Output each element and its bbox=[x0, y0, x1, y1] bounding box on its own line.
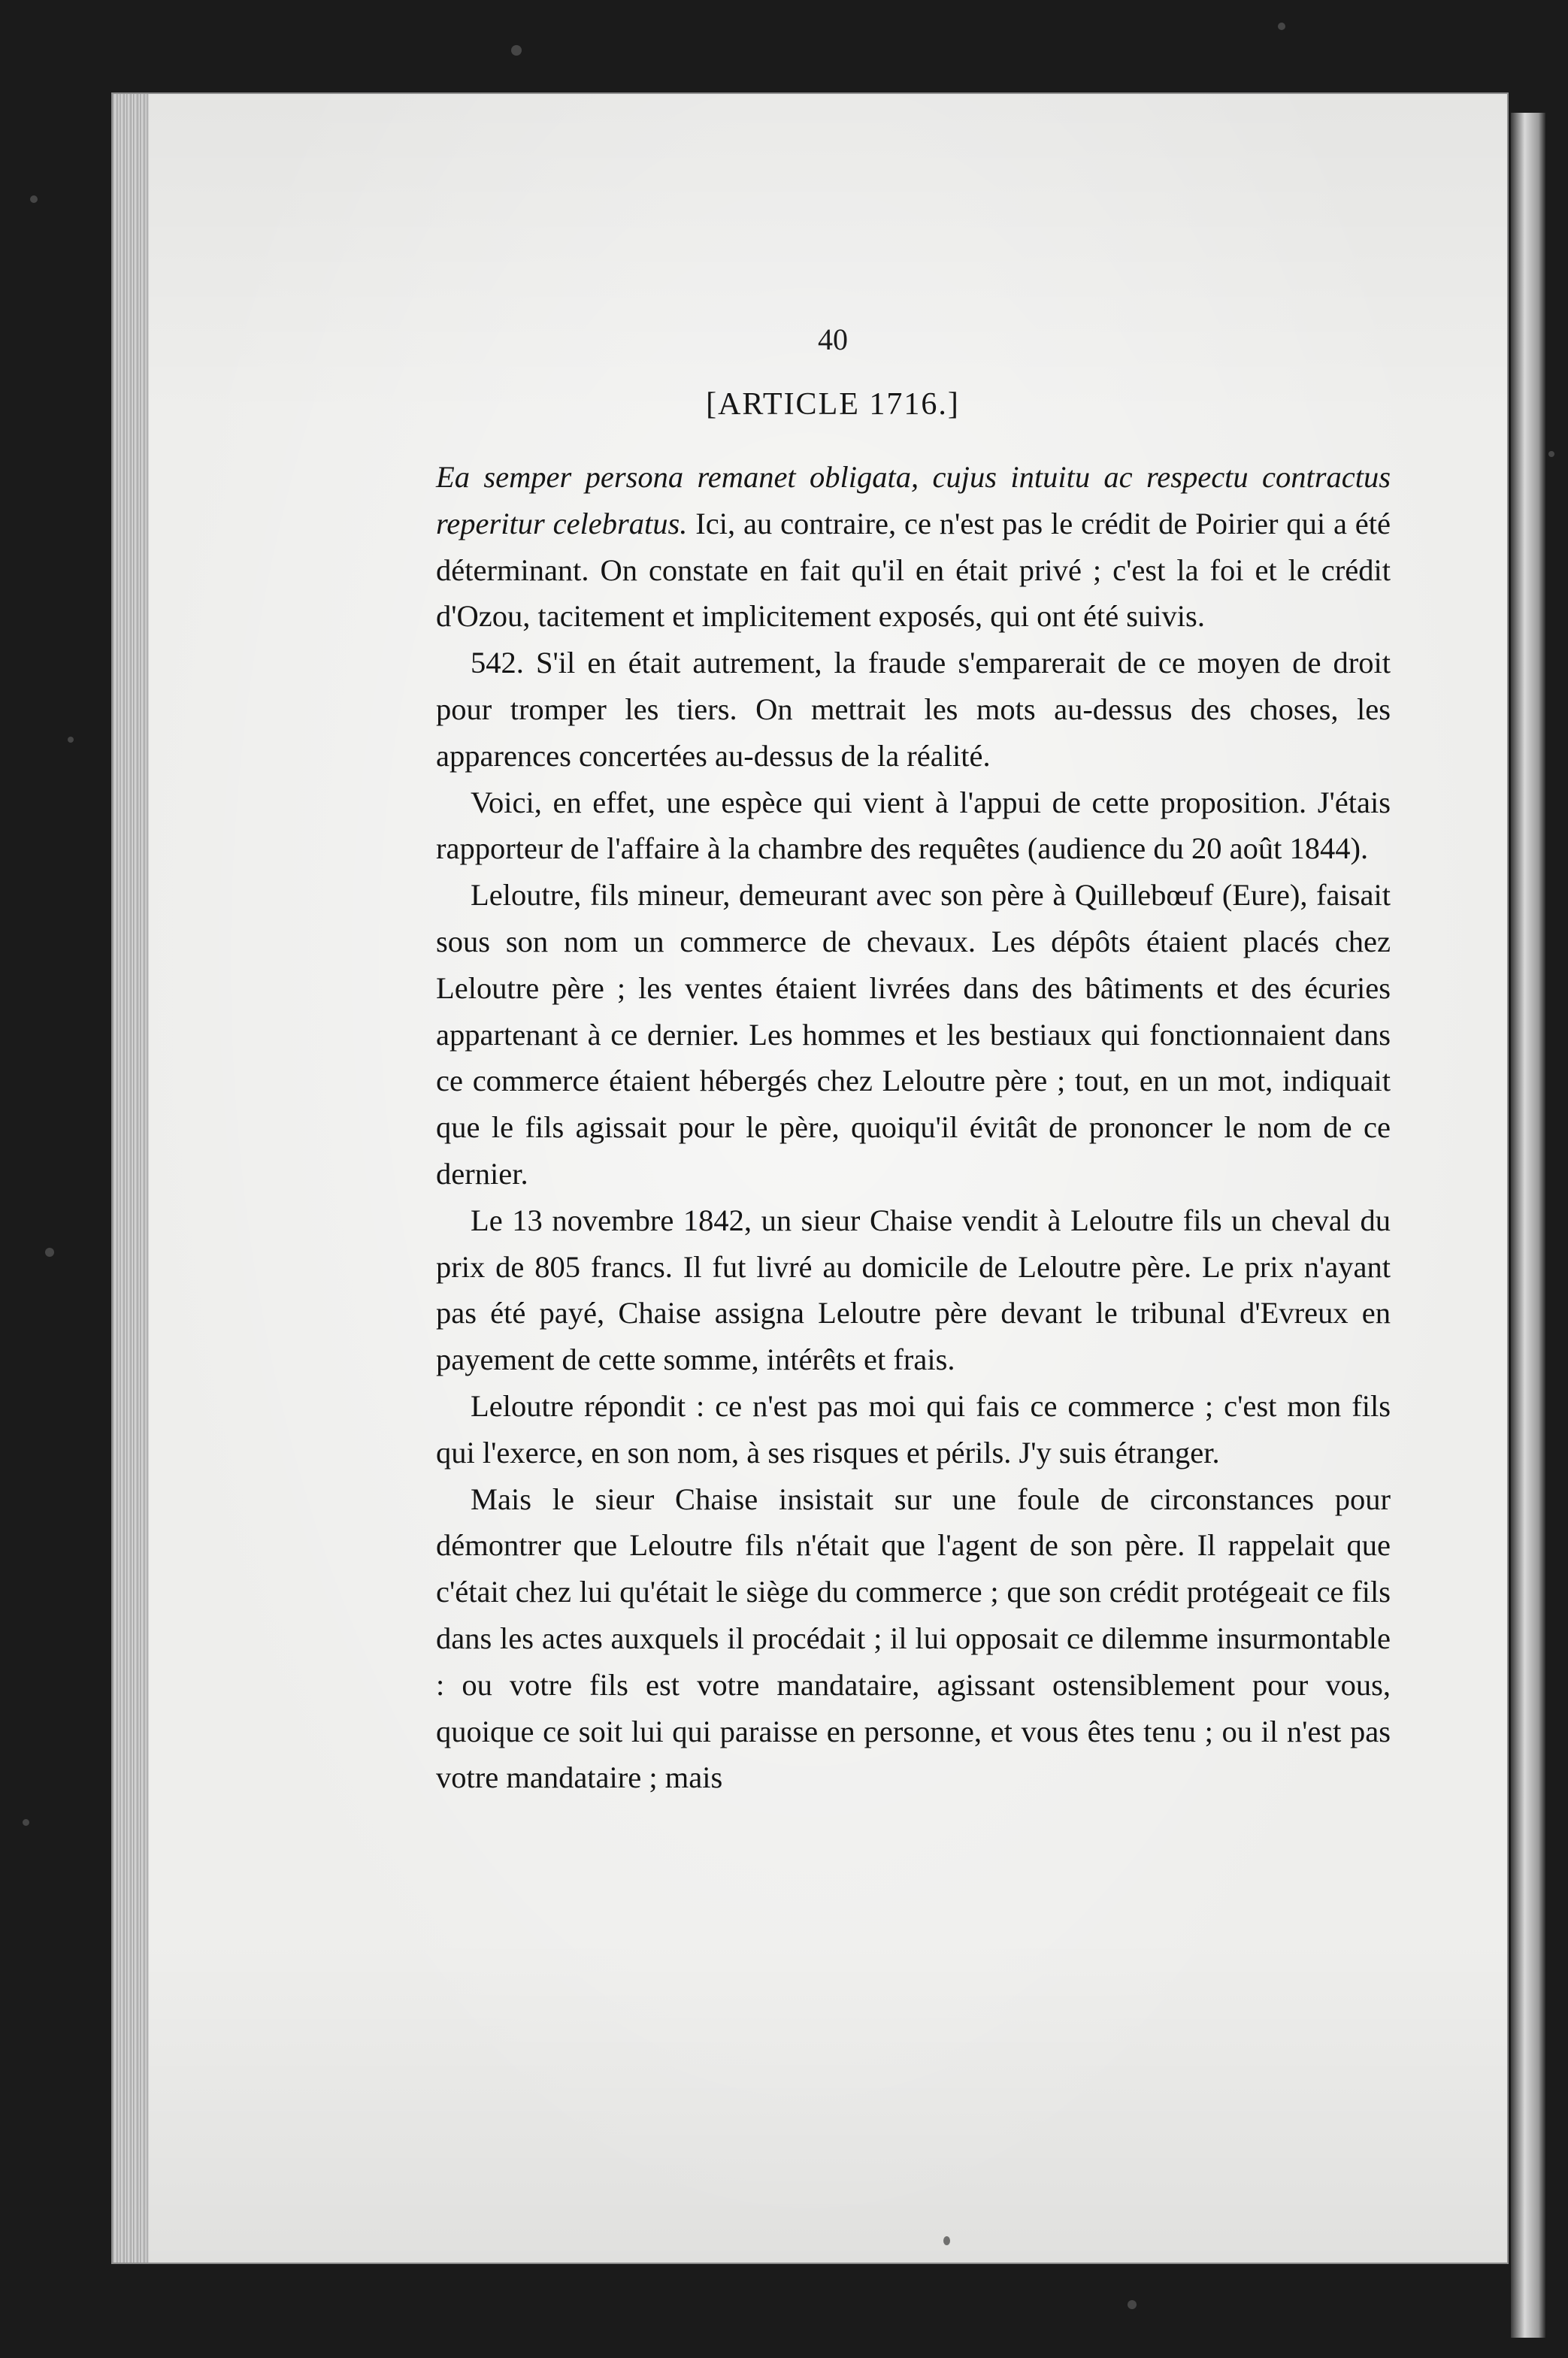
backdrop-speck bbox=[23, 1819, 29, 1826]
ink-blot bbox=[943, 2236, 950, 2245]
page-number: 40 bbox=[818, 322, 848, 356]
paragraph-repondit: Leloutre répondit : ce n'est pas moi qui fais ce commerce ; c'est mon fils qui l'exerce, en son nom, à ses risques et périls. J'y suis étranger. bbox=[436, 1388, 1391, 1470]
backdrop-speck bbox=[1278, 23, 1285, 30]
adjacent-page-edge bbox=[1511, 113, 1545, 2338]
backdrop-speck bbox=[511, 45, 522, 56]
paragraph-542: 542. S'il en était autrement, la fraude s'emparerait de ce moyen de droit pour tromper les tiers. On mettrait les mots au-dessus des choses, les apparences concertées au-dessus de la réalité. bbox=[436, 646, 1391, 773]
paragraph-intro bbox=[436, 454, 1391, 640]
body-text bbox=[436, 454, 1391, 1801]
backdrop-speck bbox=[1128, 2300, 1137, 2309]
backdrop-speck bbox=[1548, 451, 1554, 457]
paragraph-mais: Mais le sieur Chaise insistait sur une foule de circonstances pour démontrer que Leloutre fils n'était que l'agent de son père. Il rappelait que c'était chez lui qu'était le siège du commerce ; que son crédit protégeait ce fils dans les actes auxquels il procédait ; il lui opposait ce dilemme insurmontable : ou votre fils est votre mandataire, agissant ostensiblement pour vous, quoique ce soit lui qui paraisse en personne, et vous êtes tenu ; ou il n'est pas votre mandataire ; mais bbox=[436, 1482, 1391, 1795]
article-heading: [ARTICLE 1716.] bbox=[706, 387, 960, 422]
paragraph-13-novembre: Le 13 novembre 1842, un sieur Chaise vendit à Leloutre fils un cheval du prix de 805 francs. Il fut livré au domicile de Leloutre père. Le prix n'ayant pas été payé, Chaise assigna Leloutre père devant le tribunal d'Evreux en payement de cette somme, intérêts et frais. bbox=[436, 1203, 1391, 1377]
intro-text: Ici, au contraire, ce n'est pas le crédit de Poirier qui a été déterminant. On constate en fait qu'il en était privé ; c'est la foi et le crédit d'Ozou, tacitement et implicitement exposés, qui ont été suivis. bbox=[436, 506, 1391, 634]
latin-quote: Ea semper persona remanet obligata, cujus intuitu ac respectu contractus reperitur celebratus. bbox=[436, 460, 1391, 540]
paragraph-leloutre: Leloutre, fils mineur, demeurant avec son père à Quillebœuf (Eure), faisait sous son nom un commerce de chevaux. Les dépôts étaient placés chez Leloutre père ; les ventes étaient livrées dans des bâtiments et des écuries appartenant à ce dernier. Les hommes et les bestiaux qui fonctionnaient dans ce commerce étaient hébergés chez Leloutre père ; tout, en un mot, indiquait que le fils agissait pour le père, quoiqu'il évitât de prononcer le nom de ce dernier. bbox=[436, 878, 1391, 1191]
backdrop-speck bbox=[68, 737, 74, 743]
backdrop-speck bbox=[30, 195, 38, 203]
paragraph-voici: Voici, en effet, une espèce qui vient à l'appui de cette proposition. J'étais rapporteur de l'affaire à la chambre des requêtes (audience du 20 août 1844). bbox=[436, 785, 1391, 866]
backdrop-speck bbox=[45, 1248, 54, 1257]
